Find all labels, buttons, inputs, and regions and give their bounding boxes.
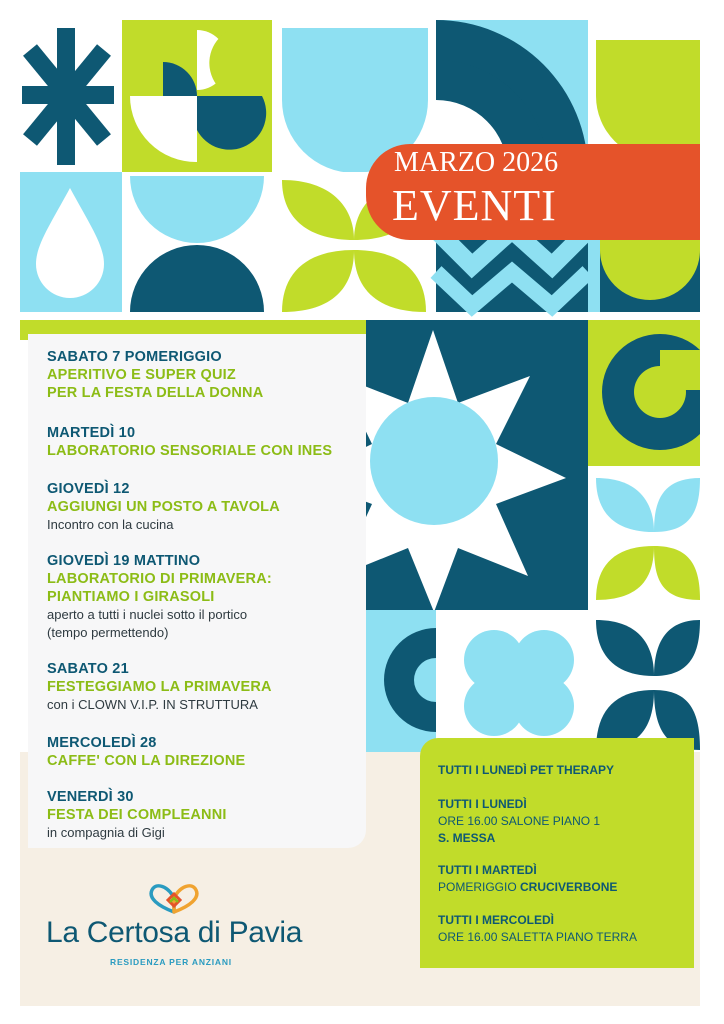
event-item (47, 348, 367, 402)
event-title: FESTA DEI COMPLEANNI (47, 807, 227, 823)
event-date: VENERDÌ 30 (47, 789, 134, 805)
event-date: SABATO 21 (47, 661, 129, 677)
tile-drop (20, 172, 122, 312)
tile-ring (588, 320, 718, 466)
event-item (47, 424, 367, 460)
tile-flower (448, 610, 588, 752)
recurring-item (438, 796, 688, 847)
events-panel (28, 334, 366, 848)
event-item (47, 552, 367, 642)
event-date: SABATO 7 POMERIGGIO (47, 349, 222, 365)
recurring-activity: CRUCIVERBONE (520, 880, 618, 894)
recurring-item (438, 912, 688, 946)
event-note: (tempo permettendo) (47, 625, 169, 640)
recurring-title: TUTTI I LUNEDÌ (438, 797, 527, 811)
event-note: Incontro con la cucina (47, 517, 174, 532)
recurring-activity: S. MESSA (438, 831, 496, 845)
recurring-note: ORE 16.00 SALONE PIANO 1 (438, 814, 601, 828)
event-note: aperto a tutti i nuclei sotto il portico (47, 607, 248, 622)
recurring-title: TUTTI I MARTEDÌ (438, 863, 537, 877)
recurring-title: TUTTI I MERCOLEDÌ (438, 913, 554, 927)
event-title: CAFFE' CON LA DIREZIONE (47, 753, 246, 769)
tile-petals (588, 610, 700, 752)
logo-tagline: RESIDENZA PER ANZIANI (110, 957, 232, 967)
recurring-note (438, 879, 688, 896)
event-item (47, 788, 367, 842)
butterfly-heart-icon (148, 878, 200, 918)
tile-leaf-pair (588, 466, 700, 610)
event-date: MARTEDÌ 10 (47, 425, 136, 441)
recurring-item (438, 762, 688, 779)
recurring-events-box (420, 738, 694, 968)
event-note: con i CLOWN V.I.P. IN STRUTTURA (47, 697, 258, 712)
recurring-item (438, 862, 688, 896)
event-note: in compagnia di Gigi (47, 825, 165, 840)
event-title: PIANTIAMO I GIRASOLI (47, 589, 215, 605)
event-title: LABORATORIO SENSORIALE CON INES (47, 443, 333, 459)
event-item (47, 734, 367, 770)
recurring-title: TUTTI I LUNEDÌ PET THERAPY (438, 763, 615, 777)
event-title: LABORATORIO DI PRIMAVERA: (47, 571, 272, 587)
header-title: EVENTI (392, 181, 557, 230)
header-banner (366, 144, 700, 240)
tile-pinwheel (122, 20, 272, 172)
tile-half-moons (122, 172, 272, 312)
event-date: MERCOLEDÌ 28 (47, 735, 157, 751)
event-title: PER LA FESTA DELLA DONNA (47, 385, 264, 401)
event-title: APERITIVO E SUPER QUIZ (47, 367, 236, 383)
event-item (47, 660, 367, 714)
recurring-note: ORE 16.00 SALETTA PIANO TERRA (438, 930, 637, 944)
event-title: FESTEGGIAMO LA PRIMAVERA (47, 679, 272, 695)
logo-name: La Certosa di Pavia (46, 916, 303, 949)
tile-asterisk (20, 20, 122, 172)
event-item (47, 480, 367, 534)
event-title: AGGIUNGI UN POSTO A TAVOLA (47, 499, 280, 515)
header-month: MARZO 2026 (394, 147, 559, 178)
event-date: GIOVEDÌ 12 (47, 481, 130, 497)
recurring-note-prefix: POMERIGGIO (438, 880, 521, 894)
event-date: GIOVEDÌ 19 MATTINO (47, 553, 201, 569)
